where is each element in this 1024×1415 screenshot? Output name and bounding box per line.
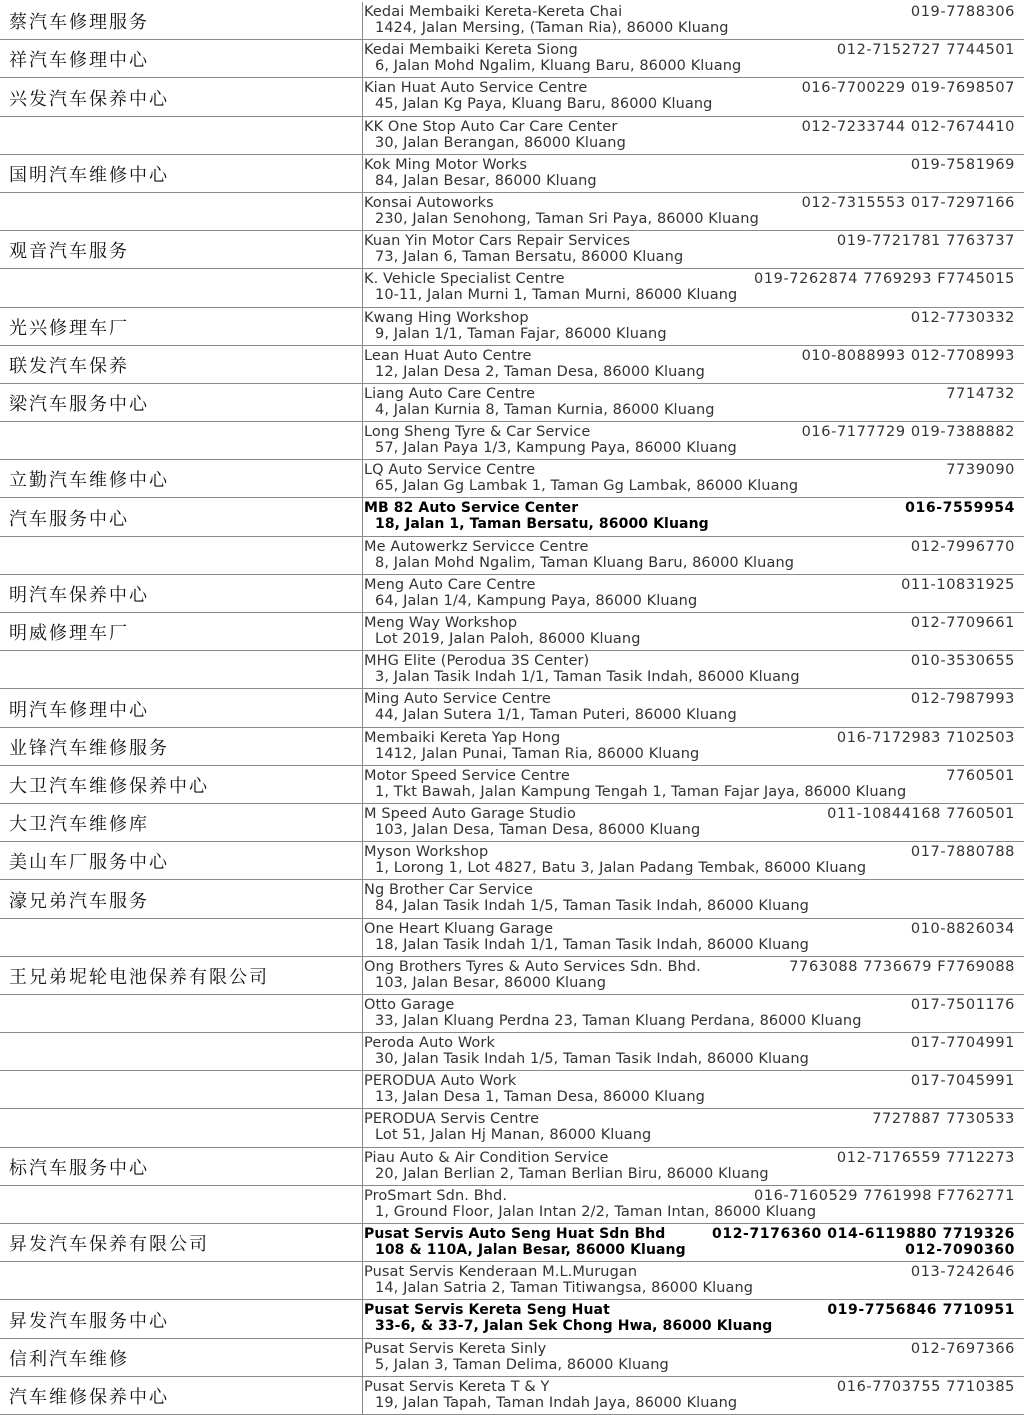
chinese-business-name: 祥汽车修理中心 <box>9 50 149 71</box>
business-address: 44, Jalan Sutera 1/1, Taman Puteri, 86000 Kluang <box>375 707 737 723</box>
phone-numbers: 7763088 7736679 F7769088 <box>789 959 1015 975</box>
column-divider <box>362 40 363 78</box>
phone-numbers: 016-7559954 <box>905 500 1015 516</box>
column-divider <box>362 1224 363 1262</box>
listing-row <box>0 1262 1024 1300</box>
phone-numbers: 010-8088993 012-7708993 <box>801 348 1015 364</box>
listing-row <box>0 575 1024 613</box>
column-divider <box>362 308 363 346</box>
column-divider <box>362 689 363 728</box>
phone-numbers: 7714732 <box>946 386 1015 402</box>
business-address: 30, Jalan Berangan, 86000 Kluang <box>375 135 626 151</box>
column-divider <box>362 193 363 231</box>
business-name: Kwang Hing Workshop <box>364 310 529 326</box>
listing-row <box>0 651 1024 689</box>
chinese-business-name: 昇发汽车保养有限公司 <box>9 1234 209 1255</box>
phone-numbers: 012-7996770 <box>910 539 1015 555</box>
business-address: 84, Jalan Tasik Indah 1/5, Taman Tasik Indah, 86000 Kluang <box>375 898 809 914</box>
phone-numbers: 011-10844168 7760501 <box>827 806 1015 822</box>
chinese-business-name: 濠兄弟汽车服务 <box>9 890 149 912</box>
column-divider <box>362 1377 363 1415</box>
business-name: Membaiki Kereta Yap Hong <box>364 730 561 746</box>
business-address: 33, Jalan Kluang Perdna 23, Taman Kluang Perdana, 86000 Kluang <box>375 1013 862 1029</box>
business-address: 20, Jalan Berlian 2, Taman Berlian Biru, 86000 Kluang <box>375 1166 769 1182</box>
listing-row <box>0 842 1024 880</box>
business-address: 4, Jalan Kurnia 8, Taman Kurnia, 86000 Kluang <box>375 402 715 418</box>
phone-numbers: 012-7730332 <box>910 310 1015 326</box>
business-address: 1, Tkt Bawah, Jalan Kampung Tengah 1, Taman Fajar Jaya, 86000 Kluang <box>375 784 907 800</box>
listing-row <box>0 766 1024 804</box>
business-address: 45, Jalan Kg Paya, Kluang Baru, 86000 Kluang <box>375 96 713 112</box>
phone-numbers: 010-3530655 <box>910 653 1015 669</box>
listing-row <box>0 537 1024 575</box>
business-name: Meng Way Workshop <box>364 615 518 631</box>
phone-numbers: 016-7700229 019-7698507 <box>801 80 1015 96</box>
column-divider <box>362 1186 363 1224</box>
chinese-business-name: 大卫汽车维修保养中心 <box>9 776 209 797</box>
listing-row <box>0 995 1024 1033</box>
chinese-business-name: 业锋汽车维修服务 <box>9 738 169 759</box>
business-name: Myson Workshop <box>364 844 489 860</box>
listing-row <box>0 498 1024 537</box>
business-name: Pusat Servis Kereta T & Y <box>364 1379 550 1395</box>
business-name: Konsai Autoworks <box>364 195 494 211</box>
business-name: PERODUA Auto Work <box>364 1073 517 1089</box>
phone-numbers: 017-7704991 <box>910 1035 1015 1051</box>
listing-row <box>0 880 1024 919</box>
column-divider <box>362 842 363 880</box>
listing-row <box>0 1339 1024 1377</box>
column-divider <box>362 269 363 308</box>
listing-row <box>0 78 1024 117</box>
phone-numbers: 012-7176360 014-6119880 7719326 <box>712 1226 1015 1242</box>
phone-numbers: 019-7756846 7710951 <box>827 1302 1015 1318</box>
column-divider <box>362 384 363 422</box>
business-address: 13, Jalan Desa 1, Taman Desa, 86000 Kluang <box>375 1089 705 1105</box>
business-address: 84, Jalan Besar, 86000 Kluang <box>375 173 597 189</box>
chinese-business-name: 信利汽车维修 <box>9 1349 129 1370</box>
column-divider <box>362 919 363 957</box>
chinese-business-name: 王兄弟坭轮电池保养有限公司 <box>9 967 269 988</box>
business-name: LQ Auto Service Centre <box>364 462 536 478</box>
business-address: 108 & 110A, Jalan Besar, 86000 Kluang <box>375 1242 686 1258</box>
business-name: MB 82 Auto Service Center <box>364 500 579 516</box>
business-name: Long Sheng Tyre & Car Service <box>364 424 591 440</box>
phone-numbers: 012-7152727 7744501 <box>836 42 1015 58</box>
listing-row <box>0 422 1024 460</box>
chinese-business-name: 标汽车服务中心 <box>9 1158 149 1179</box>
listing-row <box>0 1377 1024 1415</box>
business-address: 103, Jalan Desa, Taman Desa, 86000 Kluang <box>375 822 701 838</box>
business-address: 12, Jalan Desa 2, Taman Desa, 86000 Kluang <box>375 364 705 380</box>
business-address: 10-11, Jalan Murni 1, Taman Murni, 86000 Kluang <box>375 287 738 303</box>
business-name: Me Autowerkz Servicce Centre <box>364 539 589 555</box>
business-name: Ong Brothers Tyres & Auto Services Sdn. Bhd. <box>364 959 701 975</box>
chinese-business-name: 光兴修理车厂 <box>9 318 129 339</box>
listing-row <box>0 1033 1024 1071</box>
business-name: Pusat Servis Kereta Sinly <box>364 1341 547 1357</box>
listing-row <box>0 231 1024 269</box>
phone-numbers: 012-7709661 <box>910 615 1015 631</box>
listing-row <box>0 40 1024 78</box>
business-name: Peroda Auto Work <box>364 1035 495 1051</box>
phone-numbers: 019-7262874 7769293 F7745015 <box>754 271 1015 287</box>
business-name: One Heart Kluang Garage <box>364 921 554 937</box>
column-divider <box>362 231 363 269</box>
phone-numbers: 013-7242646 <box>910 1264 1015 1280</box>
phone-numbers: 016-7177729 019-7388882 <box>801 424 1015 440</box>
column-divider <box>362 728 363 766</box>
chinese-business-name: 大卫汽车维修库 <box>9 814 149 835</box>
business-address: 1412, Jalan Punai, Taman Ria, 86000 Kluang <box>375 746 700 762</box>
business-name: Kuan Yin Motor Cars Repair Services <box>364 233 631 249</box>
business-name: Motor Speed Service Centre <box>364 768 570 784</box>
phone-numbers: 019-7788306 <box>910 4 1015 20</box>
listing-row <box>0 346 1024 384</box>
column-divider <box>362 1300 363 1339</box>
business-name: Ming Auto Service Centre <box>364 691 551 707</box>
business-address: 1424, Jalan Mersing, (Taman Ria), 86000 Kluang <box>375 20 729 36</box>
business-address: 64, Jalan 1/4, Kampung Paya, 86000 Kluang <box>375 593 698 609</box>
listing-row <box>0 804 1024 842</box>
phone-numbers: 016-7172983 7102503 <box>836 730 1015 746</box>
phone-numbers: 011-10831925 <box>901 577 1015 593</box>
business-address: 57, Jalan Paya 1/3, Kampung Paya, 86000 Kluang <box>375 440 737 456</box>
listing-row <box>0 689 1024 728</box>
listing-row <box>0 919 1024 957</box>
listing-row <box>0 155 1024 193</box>
listing-row <box>0 1109 1024 1148</box>
chinese-business-name: 汽车服务中心 <box>9 508 129 530</box>
column-divider <box>362 537 363 575</box>
chinese-business-name: 汽车维修保养中心 <box>9 1387 169 1408</box>
business-name: Piau Auto & Air Condition Service <box>364 1150 609 1166</box>
column-divider <box>362 1033 363 1071</box>
business-name: PERODUA Servis Centre <box>364 1111 540 1127</box>
listing-row <box>0 193 1024 231</box>
listing-row <box>0 384 1024 422</box>
listing-row <box>0 1300 1024 1339</box>
business-name: Meng Auto Care Centre <box>364 577 536 593</box>
listing-row <box>0 269 1024 308</box>
column-divider <box>362 117 363 155</box>
business-address: Lot 2019, Jalan Paloh, 86000 Kluang <box>375 631 641 647</box>
listing-row <box>0 1071 1024 1109</box>
business-address: 5, Jalan 3, Taman Delima, 86000 Kluang <box>375 1357 669 1373</box>
business-address: 103, Jalan Besar, 86000 Kluang <box>375 975 606 991</box>
phone-numbers-extra: 012-7090360 <box>905 1242 1015 1258</box>
phone-numbers: 017-7880788 <box>910 844 1015 860</box>
business-name: KK One Stop Auto Car Care Center <box>364 119 618 135</box>
business-name: Liang Auto Care Centre <box>364 386 536 402</box>
business-address: 3, Jalan Tasik Indah 1/1, Taman Tasik Indah, 86000 Kluang <box>375 669 800 685</box>
business-name: Kedai Membaiki Kereta-Kereta Chai <box>364 4 623 20</box>
business-address: 8, Jalan Mohd Ngalim, Taman Kluang Baru, 86000 Kluang <box>375 555 795 571</box>
phone-numbers: 012-7315553 017-7297166 <box>801 195 1015 211</box>
phone-numbers: 012-7987993 <box>910 691 1015 707</box>
business-address: Lot 51, Jalan Hj Manan, 86000 Kluang <box>375 1127 652 1143</box>
business-name: Pusat Servis Kereta Seng Huat <box>364 1302 610 1318</box>
business-name: MHG Elite (Perodua 3S Center) <box>364 653 590 669</box>
business-name: Kian Huat Auto Service Centre <box>364 80 588 96</box>
listing-row <box>0 728 1024 766</box>
business-name: Pusat Servis Kenderaan M.L.Murugan <box>364 1264 638 1280</box>
business-name: Pusat Servis Auto Seng Huat Sdn Bhd <box>364 1226 666 1242</box>
business-address: 33-6, & 33-7, Jalan Sek Chong Hwa, 86000 Kluang <box>375 1318 773 1334</box>
listing-row <box>0 957 1024 995</box>
business-name: Kok Ming Motor Works <box>364 157 527 173</box>
column-divider <box>362 1071 363 1109</box>
business-address: 230, Jalan Senohong, Taman Sri Paya, 86000 Kluang <box>375 211 759 227</box>
listing-row <box>0 117 1024 155</box>
column-divider <box>362 422 363 460</box>
business-address: 65, Jalan Gg Lambak 1, Taman Gg Lambak, 86000 Kluang <box>375 478 799 494</box>
chinese-business-name: 明威修理车厂 <box>9 623 129 644</box>
business-address: 18, Jalan Tasik Indah 1/1, Taman Tasik Indah, 86000 Kluang <box>375 937 809 953</box>
phone-numbers: 012-7233744 012-7674410 <box>801 119 1015 135</box>
chinese-business-name: 兴发汽车保养中心 <box>9 88 169 110</box>
phone-numbers: 7760501 <box>946 768 1015 784</box>
column-divider <box>362 1109 363 1148</box>
chinese-business-name: 美山车厂服务中心 <box>9 852 169 873</box>
column-divider <box>362 575 363 613</box>
column-divider <box>362 766 363 804</box>
business-address: 1, Lorong 1, Lot 4827, Batu 3, Jalan Padang Tembak, 86000 Kluang <box>375 860 867 876</box>
phone-numbers: 7739090 <box>946 462 1015 478</box>
business-address: 30, Jalan Tasik Indah 1/5, Taman Tasik Indah, 86000 Kluang <box>375 1051 809 1067</box>
phone-numbers: 017-7045991 <box>910 1073 1015 1089</box>
business-address: 9, Jalan 1/1, Taman Fajar, 86000 Kluang <box>375 326 667 342</box>
phone-numbers: 7727887 7730533 <box>872 1111 1015 1127</box>
column-divider <box>362 1148 363 1186</box>
column-divider <box>362 957 363 995</box>
phone-numbers: 012-7697366 <box>910 1341 1015 1357</box>
business-name: ProSmart Sdn. Bhd. <box>364 1188 508 1204</box>
chinese-business-name: 梁汽车服务中心 <box>9 394 149 415</box>
business-name: Ng Brother Car Service <box>364 882 533 898</box>
listing-row <box>0 1186 1024 1224</box>
phone-numbers: 012-7176559 7712273 <box>836 1150 1015 1166</box>
chinese-business-name: 国明汽车维修中心 <box>9 165 169 186</box>
phone-numbers: 017-7501176 <box>910 997 1015 1013</box>
chinese-business-name: 明汽车修理中心 <box>9 699 149 721</box>
column-divider <box>362 880 363 919</box>
column-divider <box>362 1262 363 1300</box>
column-divider <box>362 613 363 651</box>
business-address: 6, Jalan Mohd Ngalim, Kluang Baru, 86000 Kluang <box>375 58 742 74</box>
listing-row <box>0 460 1024 498</box>
column-divider <box>362 804 363 842</box>
business-name: Kedai Membaiki Kereta Siong <box>364 42 578 58</box>
business-address: 73, Jalan 6, Taman Bersatu, 86000 Kluang <box>375 249 684 265</box>
column-divider <box>362 2 363 40</box>
column-divider <box>362 460 363 498</box>
column-divider <box>362 498 363 537</box>
column-divider <box>362 995 363 1033</box>
business-address: 14, Jalan Satria 2, Taman Titiwangsa, 86000 Kluang <box>375 1280 754 1296</box>
phone-numbers: 019-7721781 7763737 <box>836 233 1015 249</box>
listing-row <box>0 1148 1024 1186</box>
chinese-business-name: 观音汽车服务 <box>9 241 129 262</box>
business-name: Lean Huat Auto Centre <box>364 348 532 364</box>
business-name: Otto Garage <box>364 997 455 1013</box>
phone-numbers: 016-7703755 7710385 <box>836 1379 1015 1395</box>
chinese-business-name: 明汽车保养中心 <box>9 585 149 606</box>
phone-numbers: 010-8826034 <box>910 921 1015 937</box>
chinese-business-name: 蔡汽车修理服务 <box>9 12 149 33</box>
listing-row <box>0 1224 1024 1262</box>
column-divider <box>362 155 363 193</box>
chinese-business-name: 联发汽车保养 <box>9 356 129 377</box>
column-divider <box>362 651 363 689</box>
business-address: 1, Ground Floor, Jalan Intan 2/2, Taman Intan, 86000 Kluang <box>375 1204 817 1220</box>
phone-numbers: 016-7160529 7761998 F7762771 <box>754 1188 1015 1204</box>
listing-row <box>0 2 1024 40</box>
business-name: K. Vehicle Specialist Centre <box>364 271 565 287</box>
phone-numbers: 019-7581969 <box>910 157 1015 173</box>
chinese-business-name: 昇发汽车服务中心 <box>9 1310 169 1332</box>
column-divider <box>362 78 363 117</box>
business-address: 19, Jalan Tapah, Taman Indah Jaya, 86000 Kluang <box>375 1395 738 1411</box>
business-address: 18, Jalan 1, Taman Bersatu, 86000 Kluang <box>375 516 709 532</box>
column-divider <box>362 346 363 384</box>
business-name: M Speed Auto Garage Studio <box>364 806 576 822</box>
column-divider <box>362 1339 363 1377</box>
chinese-business-name: 立勤汽车维修中心 <box>9 470 169 491</box>
listing-row <box>0 613 1024 651</box>
listing-row <box>0 308 1024 346</box>
